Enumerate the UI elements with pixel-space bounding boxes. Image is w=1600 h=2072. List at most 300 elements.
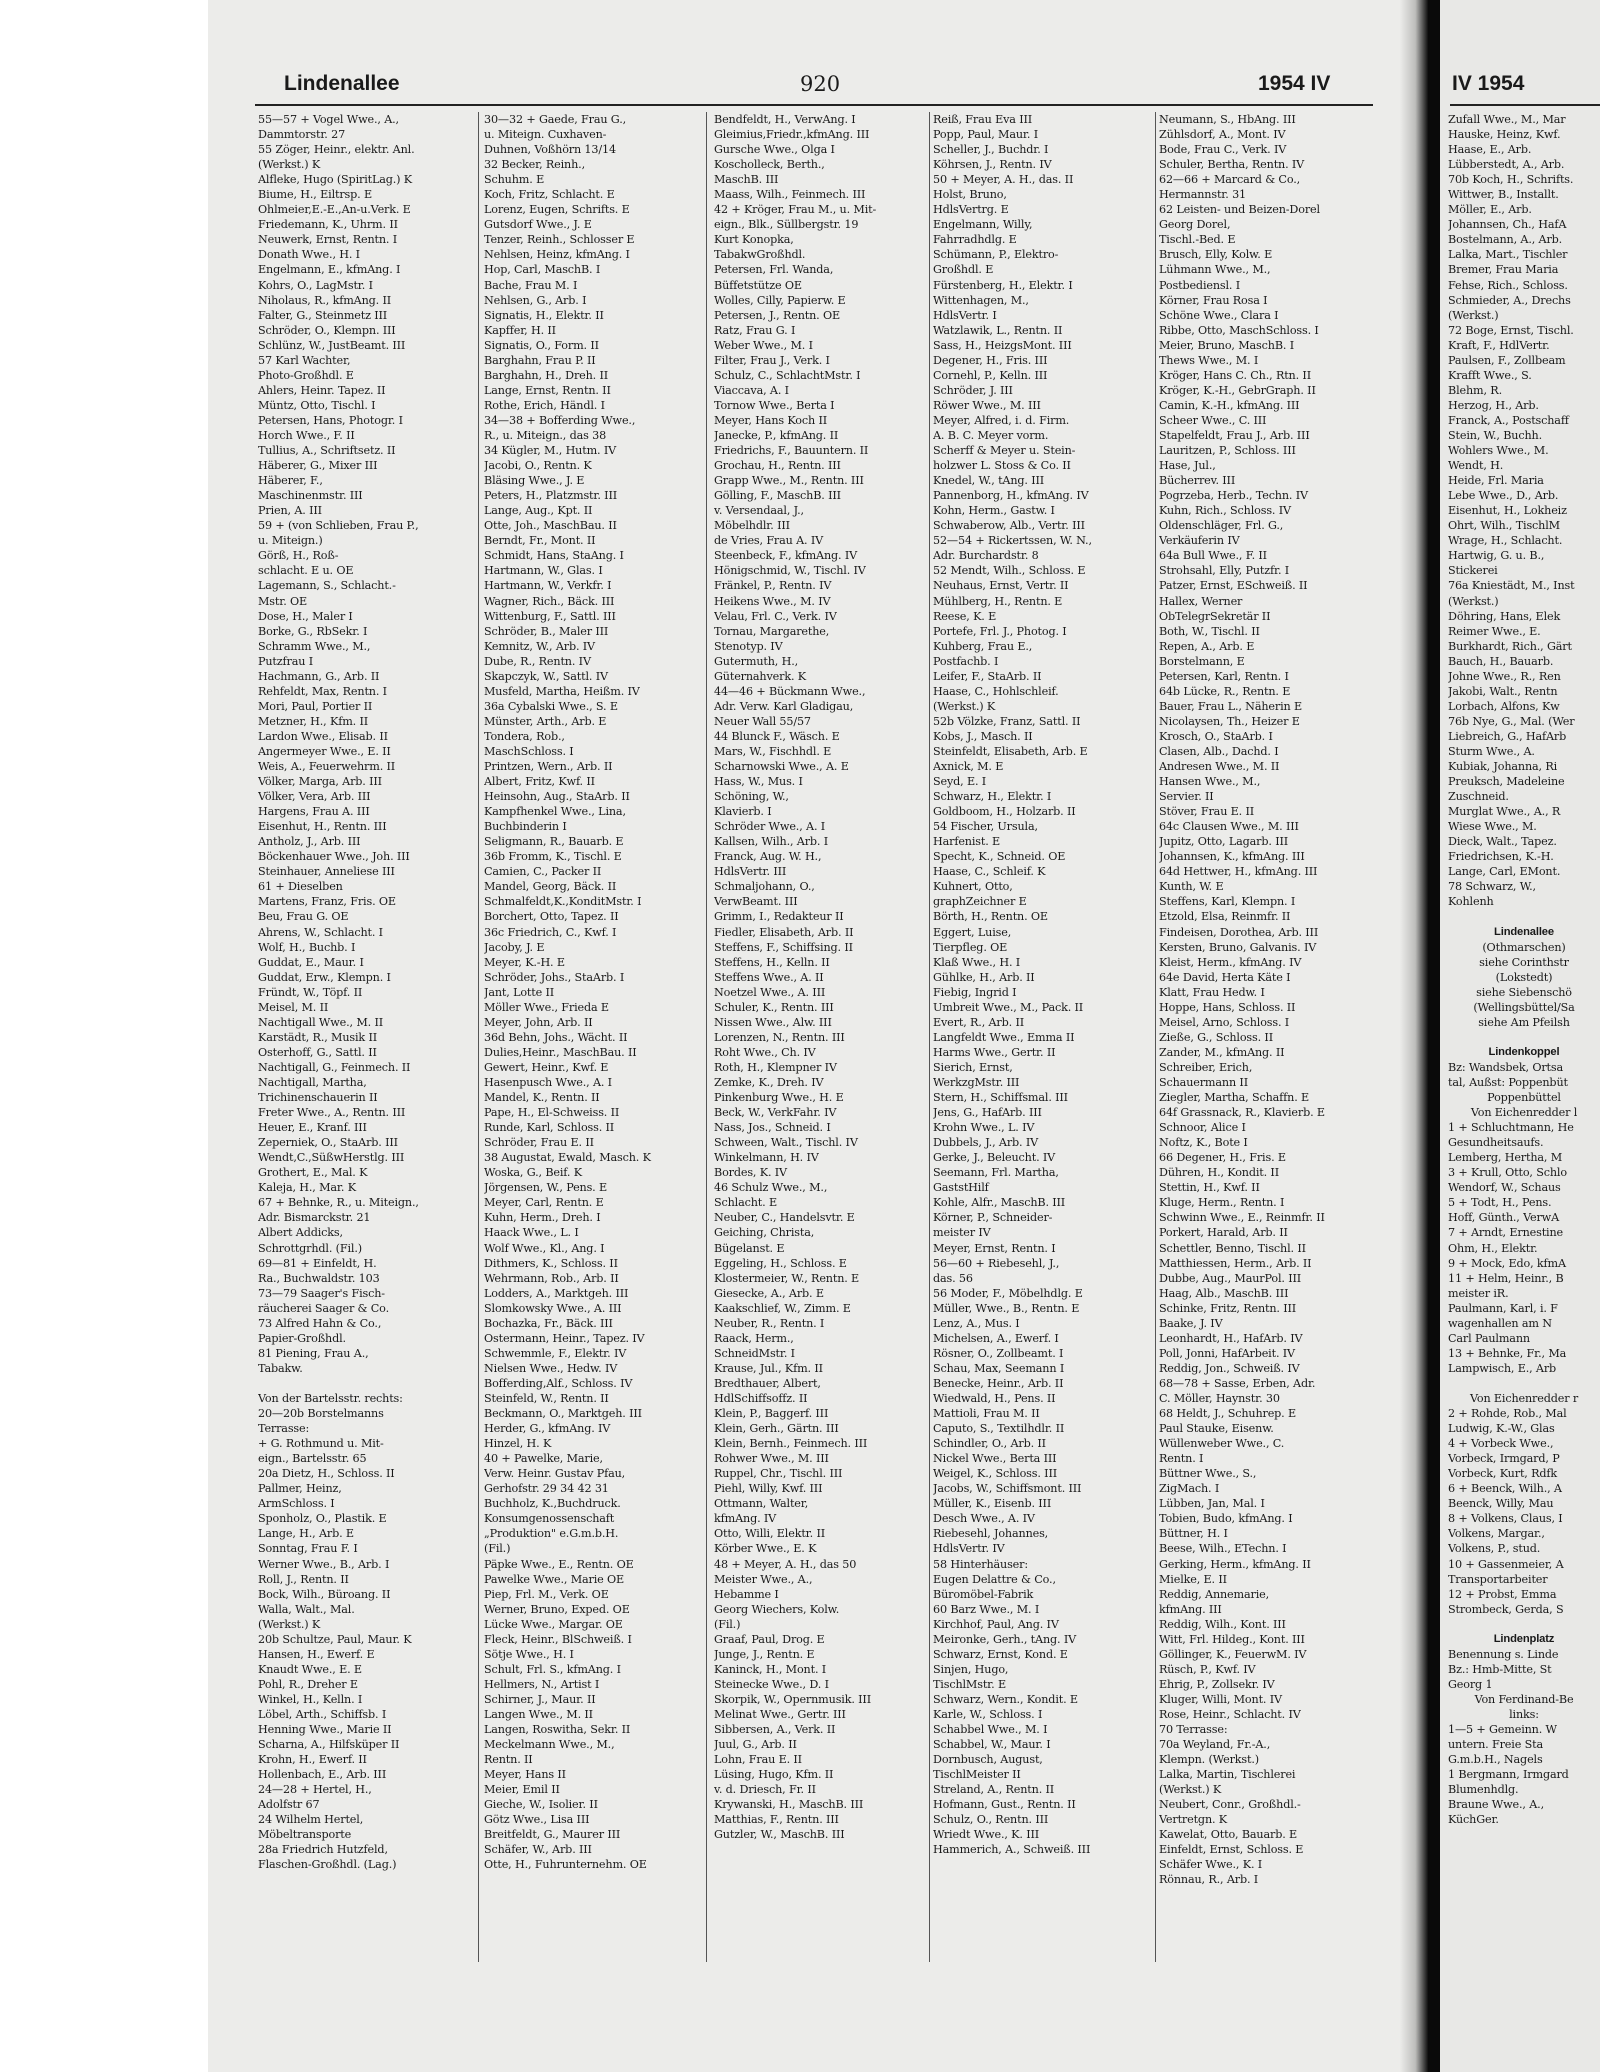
directory-entry: Lücke Wwe., Margar. OE [484,1617,623,1631]
directory-entry: Schinke, Fritz, Rentn. III [1159,1301,1297,1315]
directory-entry: Kluge, Herm., Rentn. I [1159,1196,1285,1210]
directory-entry: Witt, Frl. Hildeg., Kont. III [1159,1632,1305,1646]
directory-entry: Krohn, H., Ewerf. II [258,1753,367,1767]
directory-entry: 1—5 + Gemeinn. W [1448,1723,1557,1737]
directory-entry: Schröder, J. III [933,383,1013,397]
directory-entry: Bock, Wilh., Büroang. II [258,1587,391,1601]
directory-entry: SchneidMstr. I [714,1346,795,1360]
directory-entry: Volkens, P., stud. [1448,1542,1541,1556]
directory-entry: Neuhaus, Ernst, Vertr. II [933,579,1069,593]
directory-entry: Meckelmann Wwe., M., [484,1738,615,1752]
directory-entry: Lalka, Martin, Tischlerei [1159,1768,1296,1782]
directory-entry: Weigel, K., Schloss. III [933,1467,1057,1481]
directory-entry: Kaninck, H., Mont. I [714,1662,827,1676]
directory-entry: siehe Corinthstr [1479,955,1569,969]
directory-entry: 70a Weyland, Fr.-A., [1159,1738,1271,1752]
directory-entry: Häberer, G., Mixer III [258,459,378,473]
directory-entry: Dithmers, K., Schloss. II [484,1256,618,1270]
directory-entry: Benennung s. Linde [1448,1647,1559,1661]
directory-entry: (Werkst.) K [258,1617,321,1631]
directory-entry: 76a Kniestädt, M., Inst [1448,579,1575,593]
directory-entry: Schöne Wwe., Clara I [1159,308,1279,322]
directory-entry: Eggert, Luise, [933,925,1012,939]
directory-entry: Matthiessen, Herm., Arb. II [1159,1256,1312,1270]
directory-entry: Hönigschmid, W., Tischl. IV [714,564,866,578]
directory-entry: Von Eichenredder r [1469,1391,1579,1405]
directory-entry: Kampfhenkel Wwe., Lina, [484,805,626,819]
directory-entry: (Werkst.) [1448,594,1499,608]
directory-entry: Bücherrev. III [1159,474,1236,488]
directory-entry: Nehlsen, G., Arb. I [484,293,587,307]
section-heading: Lindenplatz [1493,1632,1555,1645]
directory-entry: Preuksch, Madeleine [1448,775,1565,789]
directory-entry: 34—38 + Bofferding Wwe., [484,413,636,427]
directory-entry: 55 Zöger, Heinr., elektr. Anl. [258,143,415,157]
directory-entry: u. Miteign.) [258,534,323,548]
directory-entry: Alfleke, Hugo (SpiritLag.) K [258,173,413,187]
directory-entry: Klein, P., Baggerf. III [714,1407,829,1421]
directory-entry: Bügelanst. E [714,1241,785,1255]
directory-entry: Sonntag, Frau F. I [258,1542,358,1556]
directory-entry: meister iR. [1448,1286,1509,1300]
directory-entry: Reese, K. E [933,609,997,623]
directory-entry: Paulsen, F., Zollbeam [1448,353,1566,367]
directory-entry: Körner, Frau Rosa I [1159,293,1268,307]
directory-entry: + G. Rothmund u. Mit- [258,1437,384,1451]
page-number: 920 [800,72,841,96]
directory-entry: Lohn, Frau E. II [714,1753,802,1767]
directory-entry: Ludwig, K.-W., Glas [1448,1422,1555,1436]
directory-entry: Sinjen, Hugo, [933,1662,1009,1676]
directory-entry: Paulmann, Karl, i. F [1448,1301,1558,1315]
directory-entry: Mandel, Georg, Bäck. II [484,880,617,894]
directory-entry: 4 + Vorbeck Wwe., [1448,1437,1554,1451]
directory-entry: 78 Schwarz, W., [1448,880,1536,894]
directory-entry: Kuhnert, Otto, [933,880,1013,894]
directory-entry [1448,1376,1600,1391]
directory-entry: Otto, Willi, Elektr. II [714,1527,825,1541]
directory-entry: Kluger, Willi, Mont. IV [1159,1692,1282,1706]
directory-entry: Noetzel Wwe., A. III [714,985,826,999]
directory-entry: Heinsohn, Aug., StaArb. II [484,790,630,804]
directory-entry: Kemnitz, W., Arb. IV [484,639,595,653]
directory-entry: Schröder, Johs., StaArb. I [484,970,625,984]
directory-entry: Kaleja, H., Mar. K [258,1181,356,1195]
directory-entry: Osterhoff, G., Sattl. II [258,1045,377,1059]
directory-entry: 48 + Meyer, A. H., das 50 [714,1557,857,1571]
directory-entry: Stickerei [1448,564,1498,578]
directory-entry: Piep, Frl. M., Verk. OE [484,1587,609,1601]
directory-entry: Reiß, Frau Eva III [933,113,1033,126]
directory-entry: Scharna, A., Hilfsküper II [258,1738,400,1752]
directory-entry: Petersen, Frl. Wanda, [714,263,834,277]
directory-entry: Ostermann, Heinr., Tapez. IV [484,1331,645,1345]
directory-entry: Langfeldt Wwe., Emma II [933,1030,1075,1044]
directory-entry: (Werkst.) K [1159,1783,1222,1797]
directory-entry: Göllinger, K., FeuerwM. IV [1159,1647,1307,1661]
directory-entry: 61 + Dieselben [258,880,343,894]
directory-entry: Klein, Bernh., Feinmech. III [714,1437,868,1451]
directory-entry: Meyer, Alfred, i. d. Firm. [933,413,1070,427]
directory-entry: Jant, Lotte II [484,985,555,999]
directory-entry: Heuer, E., Kranf. III [258,1121,367,1135]
directory-entry: Schauermann II [1159,1076,1248,1089]
directory-entry: Bode, Frau C., Verk. IV [1159,143,1287,157]
directory-entry: Otte, H., Fuhrunternehm. OE [484,1858,647,1872]
directory-entry: Albert, Fritz, Kwf. II [484,775,595,789]
directory-entry: Metzner, H., Kfm. II [258,714,369,728]
directory-entry: Kubiak, Johanna, Ri [1448,760,1558,774]
directory-entry: Harfenist. E [933,835,1001,849]
directory-entry: 10 + Gassenmeier, A [1448,1557,1564,1571]
directory-entry: Pallmer, Heinz, [258,1482,342,1496]
directory-entry: Kersten, Bruno, Galvanis. IV [1159,940,1317,954]
directory-entry: Hansen, H., Ewerf. E [258,1647,375,1661]
directory-entry: Carl Paulmann [1448,1331,1530,1345]
directory-entry: Wittenburg, F., Sattl. III [484,609,616,623]
directory-entry: Kuhberg, Frau E., [933,639,1033,653]
directory-entry: Werner Wwe., B., Arb. I [258,1557,390,1571]
directory-entry: Kobs, J., Masch. II [933,729,1033,743]
outer-margin [0,0,208,2072]
directory-entry: Rüsch, P., Kwf. IV [1159,1662,1256,1676]
directory-entry: Adolfstr 67 [258,1798,320,1812]
directory-entry: Meier, Emil II [484,1783,560,1797]
directory-entry: Pogrzeba, Herb., Techn. IV [1159,489,1308,503]
directory-entry: Gieche, W., Isolier. II [484,1798,598,1812]
directory-entry: ZigMach. I [1159,1482,1220,1496]
directory-entry: Rohwer Wwe., M. III [714,1452,829,1466]
directory-entry: Vorbeck, Irmgard, P [1448,1452,1560,1466]
directory-entry: Grochau, H., Rentn. III [714,459,841,473]
directory-entry: Stein, W., Buchh. [1448,428,1542,442]
directory-entry: Reddig, Wilh., Kont. III [1159,1617,1286,1631]
directory-entry: Dulies,Heinr., MaschBau. II [484,1045,637,1059]
directory-entry: Papier-Großhdl. [258,1331,346,1345]
directory-entry: Wendorf, W., Schaus [1448,1181,1561,1195]
directory-entry: Büttner Wwe., S., [1159,1467,1257,1481]
directory-entry: Meironke, Gerh., tAng. IV [933,1632,1077,1646]
directory-entry: Sötje Wwe., H. I [484,1647,574,1661]
directory-entry: Hofmann, Gust., Rentn. II [933,1798,1076,1812]
directory-entry: Sibbersen, A., Verk. II [714,1723,836,1737]
directory-entry: 34 Kügler, M., Hutm. IV [484,444,617,458]
directory-entry: Gühlke, H., Arb. II [933,970,1035,984]
directory-entry: Haag, Alb., MaschB. III [1159,1286,1289,1300]
directory-entry: Hasenpusch Wwe., A. I [484,1076,612,1089]
directory-entry: Hartwig, G. u. B., [1448,549,1545,563]
directory-entry: Schröder, Frau E. II [484,1136,594,1150]
directory-entry: (Wellingsbüttel/Sa [1473,1000,1575,1014]
directory-entry: 32 Becker, Reinh., [484,158,585,172]
directory-entry: Schlacht. E [714,1196,777,1210]
directory-entry: Terrasse: [258,1422,310,1436]
directory-entry: Gursche Wwe., Olga I [714,143,835,157]
directory-entry: Brusch, Elly, Kolw. E [1159,248,1273,262]
directory-entry: Eisenhut, H., Lokheiz [1448,504,1567,518]
directory-entry: Schuhm. E [484,173,545,187]
directory-entry: Pohl, R., Dreher E [258,1677,358,1691]
directory-entry: Hellmers, N., Artist I [484,1677,600,1691]
directory-entry: Schramm Wwe., M., [258,639,371,653]
directory-entry: TabakwGroßhdl. [714,248,806,262]
directory-entry: Meyer, John, Arb. II [484,1015,593,1029]
directory-entry: Maschinenmstr. III [258,489,363,503]
directory-entry: Rösner, O., Zollbeamt. I [933,1346,1064,1360]
directory-entry: 81 Piening, Frau A., [258,1346,369,1360]
directory-entry: Kaakschlief, W., Zimm. E [714,1301,851,1315]
directory-entry: Schuler, K., Rentn. III [714,1000,834,1014]
directory-entry: Mandel, K., Rentn. II [484,1091,600,1105]
directory-entry: Rönnau, R., Arb. I [1159,1873,1259,1887]
directory-entry: 64a Bull Wwe., F. II [1159,549,1267,563]
directory-entry: Güternahverk. K [714,669,806,683]
directory-entry: Ohrt, Wilh., TischlM [1448,519,1560,533]
directory-entry: Böckenhauer Wwe., Joh. III [258,850,410,864]
directory-entry: 68—78 + Sasse, Erben, Adr. [1159,1376,1316,1390]
directory-entry: Harms Wwe., Gertr. II [933,1045,1056,1059]
directory-entry: Putzfrau I [258,654,313,668]
directory-entry [1448,909,1600,924]
directory-entry: Goldboom, H., Holzarb. II [933,805,1076,819]
directory-entry: Johannsen, Ch., HafA [1448,218,1567,232]
directory-entry: Lange, Carl, EMont. [1448,865,1561,879]
directory-entry: Möller, E., Arb. [1448,203,1532,217]
directory-entry: Schulz, O., Rentn. III [933,1813,1049,1827]
directory-entry: Matthias, F., Rentn. III [714,1813,839,1827]
directory-entry: 13 + Behnke, Fr., Ma [1448,1346,1567,1360]
directory-entry: Kirchhof, Paul, Ang. IV [933,1617,1059,1631]
directory-entry: Meier, Bruno, MaschB. I [1159,338,1294,352]
directory-entry: Haack Wwe., L. I [484,1226,579,1240]
directory-entry: Bofferding,Alf., Schloss. IV [484,1376,633,1390]
directory-entry: Kröger, Hans C. Ch., Rtn. II [1159,368,1311,382]
directory-entry: Rehfeldt, Max, Rentn. I [258,684,387,698]
directory-entry: Steffens, F., Schiffsing. II [714,940,853,954]
directory-entry: C. Möller, Haynstr. 30 [1159,1391,1280,1405]
directory-entry: Braune Wwe., A., [1448,1798,1544,1812]
directory-entry: Guddat, Erw., Klempn. I [258,970,391,984]
directory-entry: Meyer, Hans II [484,1768,566,1782]
directory-entry: Jens, G., HafArb. III [933,1106,1042,1120]
directory-entry: v. d. Driesch, Fr. II [714,1783,816,1797]
directory-entry: Martens, Franz, Fris. OE [258,895,396,909]
header-rule [255,104,1373,106]
directory-entry: Langen, Roswitha, Sekr. II [484,1723,631,1737]
directory-entry: Kohrs, O., LagMstr. I [258,278,373,292]
directory-entry: ObTelegrSekretär II [1159,609,1271,623]
directory-entry: siehe Siebenschö [1476,985,1572,999]
directory-entry: Gutsdorf Wwe., J. E [484,218,592,232]
directory-entry: Niholaus, R., kfmAng. II [258,293,392,307]
directory-entry: Tischl.-Bed. E [1159,233,1236,247]
directory-entry: Heikens Wwe., M. IV [714,594,831,608]
directory-entry: Tullius, A., Schriftsetz. II [258,444,396,458]
directory-entry: Findeisen, Dorothea, Arb. III [1159,925,1319,939]
directory-entry: 72 Boge, Ernst, Tischl. [1448,323,1574,337]
directory-entry: Lampwisch, E., Arb [1448,1361,1557,1375]
directory-entry: 64c Clausen Wwe., M. III [1159,820,1299,834]
directory-entry: HdlSchiffsoffz. II [714,1391,808,1405]
directory-entry: Hallex, Werner [1159,594,1243,608]
directory-entry: Borke, G., RbSekr. I [258,624,368,638]
directory-entry: Beese, Wilh., ETechn. I [1159,1542,1287,1556]
directory-entry: Viaccava, A. I [714,383,789,397]
directory-entry: VerwBeamt. III [714,895,798,909]
directory-entry: 57 Karl Wachter, [258,353,351,367]
directory-entry: Ottmann, Walter, [714,1497,809,1511]
directory-entry: Wolf, H., Buchb. I [258,940,356,954]
directory-entry: siehe Am Pfeilsh [1478,1015,1570,1029]
directory-entry: 1 Bergmann, Irmgard [1448,1768,1569,1782]
directory-entry: Wrage, H., Schlacht. [1448,534,1563,548]
directory-entry: Bremer, Frau Maria [1448,263,1559,277]
directory-entry: Karle, W., Schloss. I [933,1707,1043,1721]
directory-entry: Watzlawik, L., Rentn. II [933,323,1063,337]
directory-entry: Gesundheitsaufs. [1448,1136,1544,1150]
directory-entry: eign., Bartelsstr. 65 [258,1452,367,1466]
directory-entry: Gölling, F., MaschB. III [714,489,841,503]
directory-entry: Schirner, J., Maur. II [484,1692,596,1706]
directory-entry: das. 56 [933,1271,973,1285]
directory-entry: 1 + Schluchtmann, He [1448,1121,1574,1135]
directory-entry: Seligmann, R., Bauarb. E [484,835,624,849]
directory-entry: 70 Terrasse: [1159,1723,1228,1737]
directory-entry: Signatis, H., Elektr. II [484,308,604,322]
directory-entry: Zander, M., kfmAng. II [1159,1045,1285,1059]
directory-entry: Reimer Wwe., E. [1448,624,1541,638]
directory-entry: 3 + Krull, Otto, Schlo [1448,1166,1567,1180]
directory-entry: Schümann, P., Elektro- [933,248,1059,262]
directory-entry: Wiedwald, H., Pens. II [933,1391,1056,1405]
directory-entry: Riebesehl, Johannes, [933,1527,1049,1541]
directory-entry: (Othmarschen) [1482,940,1566,954]
directory-entry: Andresen Wwe., M. II [1159,760,1280,774]
directory-entry: Hermannstr. 31 [1159,188,1247,202]
directory-entry: Weis, A., Feuerwehrm. II [258,760,396,774]
directory-entry: Buchholz, K.,Buchdruck. [484,1497,621,1511]
directory-entry: Möbelhdlr. III [714,519,790,533]
directory-entry: 46 Schulz Wwe., M., [714,1181,828,1195]
directory-entry: 20b Schultze, Paul, Maur. K [258,1632,412,1646]
directory-entry: Kohlenh [1448,895,1494,909]
directory-entry: Geiching, Christa, [714,1226,815,1240]
directory-entry: de Vries, Frau A. IV [714,534,824,548]
directory-entry: 20a Dietz, H., Schloss. II [258,1467,395,1481]
directory-entry: Verkäuferin IV [1159,534,1240,548]
directory-entry: 60 Barz Wwe., M. I [933,1602,1040,1616]
directory-entry: KüchGer. [1448,1813,1499,1827]
directory-entry: Walla, Walt., Mal. [258,1602,355,1616]
directory-entry: Bochazka, Fr., Bäck. III [484,1316,613,1330]
directory-entry: v. Versendaal, J., [714,504,804,518]
directory-entry: Lagemann, S., Schlacht.- [258,579,396,593]
directory-entry: 55—57 + Vogel Wwe., A., [258,113,399,126]
directory-entry: Beckmann, O., Marktgeh. III [484,1407,642,1421]
directory-entry: Slomkowsky Wwe., A. III [484,1301,622,1315]
directory-entry: Trichinenschauerin II [258,1091,378,1105]
directory-entry: HdlsVertr. IV [933,1542,1005,1556]
directory-entry: Lübberstedt, A., Arb. [1448,158,1565,172]
directory-entry: Adr. Verw. Karl Gladigau, [714,699,854,713]
directory-entry: 30—32 + Gaede, Frau G., [484,113,627,126]
directory-entry: 36a Cybalski Wwe., S. E [484,699,618,713]
directory-entry: Jacobs, W., Schiffsmont. III [933,1482,1082,1496]
directory-entry: Mühlberg, H., Rentn. E [933,594,1063,608]
directory-entry: Petersen, Karl, Rentn. I [1159,669,1289,683]
directory-entry: Breitfeldt, G., Maurer III [484,1828,621,1842]
directory-entry: Leifer, F., StaArb. II [933,669,1042,683]
directory-entry: Koch, Fritz, Schlacht. E [484,188,615,202]
directory-entry: Schwemmle, F., Elektr. IV [484,1346,627,1360]
directory-entry: Beenck, Willy, Mau [1448,1497,1554,1511]
directory-entry: Jupitz, Otto, Lagarb. III [1159,835,1289,849]
directory-entry: Wüllenweber Wwe., C. [1159,1437,1285,1451]
directory-entry: Michelsen, A., Ewerf. I [933,1331,1059,1345]
directory-entry: Neuer Wall 55/57 [714,714,811,728]
directory-entry: Müntz, Otto, Tischl. I [258,398,376,412]
directory-entry: Scherff & Meyer u. Stein- [933,444,1076,458]
directory-entry: Repen, A., Arb. E [1159,639,1255,653]
directory-entry: Nachtigall, G., Feinmech. II [258,1060,411,1074]
directory-entry: Pinkenburg Wwe., H. E [714,1091,844,1105]
directory-entry: Antholz, J., Arb. III [258,835,361,849]
directory-entry: Raack, Herm., [714,1331,794,1345]
directory-entry: Gewert, Heinr., Kwf. E [484,1060,609,1074]
directory-entry: Poll, Jonni, HafArbeit. IV [1159,1346,1295,1360]
directory-entry: Hass, W., Mus. I [714,775,803,789]
directory-entry: 67 + Behnke, R., u. Miteign., [258,1196,419,1210]
directory-entry: Von der Bartelsstr. rechts: [258,1391,403,1405]
directory-entry: Petersen, J., Rentn. OE [714,308,841,322]
directory-entry: R., u. Miteign., das 38 [484,428,607,442]
directory-entry: Neuwerk, Ernst, Rentn. I [258,233,398,247]
directory-entry: ArmSchloss. I [258,1497,335,1511]
directory-entry: Ahlers, Heinr. Tapez. II [258,383,386,397]
directory-entry: Steinhauer, Anneliese III [258,865,395,879]
directory-entry: Postfachb. I [933,654,999,668]
directory-entry: 6 + Beenck, Wilh., A [1448,1482,1562,1496]
directory-entry: Friedrichs, F., Bauuntern. II [714,444,869,458]
directory-entry: Engelmann, E., kfmAng. I [258,263,401,277]
directory-entry: Scharnowski Wwe., A. E [714,760,849,774]
directory-entry: Hinzel, H. K [484,1437,552,1451]
directory-entry: Friedrichsen, K.-H. [1448,850,1554,864]
directory-entry: Scheller, J., Buchdr. I [933,143,1049,157]
directory-entry: Haase, C., Schleif. K [933,865,1046,879]
directory-entry: Seyd, E. I [933,775,987,789]
directory-entry: Kohn, Herm., Gastw. I [933,504,1055,518]
directory-entry: Caputo, S., Textilhdlr. II [933,1422,1065,1436]
directory-entry: Poppenbüttel [1487,1091,1561,1105]
directory-entry: Schrottgrhdl. (Fil.) [258,1241,362,1255]
facing-header-rule [1450,104,1600,106]
directory-entry: Desch Wwe., A. IV [933,1512,1035,1526]
directory-entry: Horch Wwe., F. II [258,428,355,442]
directory-entry: Wolf Wwe., Kl., Ang. I [484,1241,605,1255]
directory-entry: Schreiber, Erich, [1159,1060,1253,1074]
directory-entry: Strohsahl, Elly, Putzfr. I [1159,564,1290,578]
directory-entry: A. B. C. Meyer vorm. [933,428,1049,442]
directory-entry: Pape, H., El-Schweiss. II [484,1106,620,1120]
directory-entry: Dubbels, J., Arb. IV [933,1136,1039,1150]
directory-entry: Lenz, A., Mus. I [933,1316,1020,1330]
directory-entry: Lauritzen, P., Schloss. III [1159,444,1296,458]
directory-entry: u. Miteign. Cuxhaven- [484,128,607,142]
directory-entry: Franck, Aug. W. H., [714,850,822,864]
directory-entry: Herzog, H., Arb. [1448,398,1539,412]
directory-entry: Henning Wwe., Marie II [258,1723,392,1737]
